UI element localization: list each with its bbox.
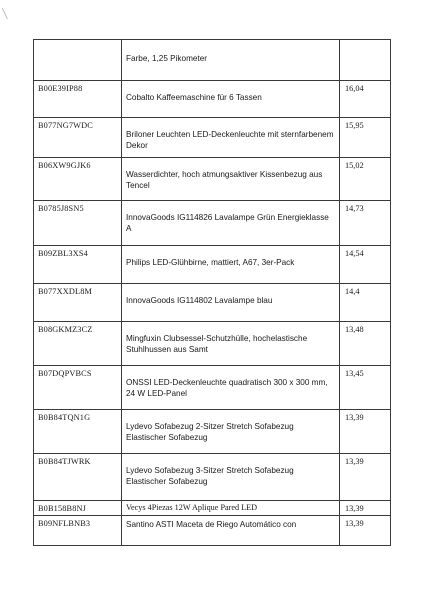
asin-cell [34,454,122,501]
asin-cell [34,322,122,366]
asin-text [34,40,121,43]
description-cell [122,158,340,201]
asin-text: B09NFLBNB3 [38,519,91,528]
price-cell [340,158,391,201]
table-row [34,366,391,410]
asin-cell [34,366,122,410]
table-row [34,158,391,201]
asin-cell [34,118,122,158]
price-cell [340,516,391,546]
asin-text: B077NG7WDC [38,121,93,130]
description-text: Mingfuxin Clubsessel-Schutzhülle, hochelastische Stuhlhussen aus Samt [126,334,308,354]
description-text: Philips LED-Glühbirne, mattiert, A67, 3er-Pack [126,258,295,267]
asin-cell [34,158,122,201]
asin-cell [34,246,122,284]
asin-text: B00E39IP88 [38,84,83,93]
description-cell [122,410,340,454]
table-row [34,322,391,366]
description-cell [122,246,340,284]
description-text: Cobalto Kaffeemaschine für 6 Tassen [126,93,262,102]
description-cell [122,516,340,546]
description-cell [122,454,340,501]
price-cell [340,40,391,81]
description-text: ONSSI LED-Deckenleuchte quadratisch 300 x 300 mm, 24 W LED-Panel [126,378,328,398]
asin-text: B0785J8SN5 [38,204,84,213]
price-text: 16,04 [345,84,364,93]
description-text: Farbe, 1,25 Pikometer [126,54,208,63]
description-cell [122,81,340,118]
table-row [34,284,391,322]
description-text: Santino ASTI Maceta de Riego Automático con [126,520,297,529]
price-cell [340,246,391,284]
table-row [34,501,391,516]
description-text: InnovaGoods IG114802 Lavalampe blau [126,296,273,305]
asin-text: B08GKMZ3CZ [38,325,93,334]
price-text: 14,73 [345,204,364,213]
table-row [34,410,391,454]
price-cell [340,501,391,516]
description-text: InnovaGoods IG114826 Lavalampe Grün Energieklasse A [126,213,329,233]
description-text: Briloner Leuchten LED-Deckenleuchte mit sternfarbenem Dekor [126,130,334,150]
price-text: 15,02 [345,161,364,170]
asin-text: B0B84TQN1G [38,413,91,422]
price-text: 13,48 [345,325,364,334]
table-row [34,81,391,118]
table-row [34,201,391,246]
price-text: 13,39 [345,413,364,422]
asin-cell [34,410,122,454]
price-text: 15,95 [345,121,364,130]
price-text: 13,39 [345,457,364,466]
description-text: Wasserdichter, hoch atmungsaktiver Kissenbezug aus Tencel [126,170,323,190]
price-cell [340,81,391,118]
table-row [34,40,391,81]
price-text: 13,39 [345,504,364,513]
price-cell [340,410,391,454]
description-cell [122,501,340,516]
description-text: Lydevo Sofabezug 2-Sitzer Stretch Sofabezug Elastischer Sofabezug [126,422,294,442]
description-cell [122,284,340,322]
asin-text: B06XW9GJK6 [38,161,91,170]
asin-cell [34,516,122,546]
product-table [33,39,391,546]
asin-cell [34,284,122,322]
price-text [340,40,390,43]
description-text: Vecys 4Piezas 12W Aplique Pared LED [126,503,258,512]
price-cell [340,284,391,322]
price-text: 14,4 [345,287,360,296]
description-cell [122,40,340,81]
table-row [34,118,391,158]
description-cell [122,322,340,366]
asin-text: B07DQPVBCS [38,369,92,378]
price-cell [340,454,391,501]
asin-cell [34,40,122,81]
description-cell [122,366,340,410]
table-row [34,246,391,284]
price-cell [340,322,391,366]
table-row [34,454,391,501]
asin-text: B09ZBL3XS4 [38,249,88,258]
asin-text: B077XXDL8M [38,287,93,296]
asin-text: B0B84TJWRK [38,457,91,466]
price-text: 13,45 [345,369,364,378]
price-text: 13,39 [345,519,364,528]
asin-cell [34,201,122,246]
table-row [34,516,391,546]
description-cell [122,118,340,158]
price-cell [340,201,391,246]
price-text: 14,54 [345,249,364,258]
price-cell [340,118,391,158]
asin-text: B0B158B8NJ [38,504,87,513]
asin-cell [34,501,122,516]
scan-artifact [2,5,14,19]
price-cell [340,366,391,410]
description-cell [122,201,340,246]
description-text: Lydevo Sofabezug 3-Sitzer Stretch Sofabezug Elastischer Sofabezug [126,466,294,486]
asin-cell [34,81,122,118]
